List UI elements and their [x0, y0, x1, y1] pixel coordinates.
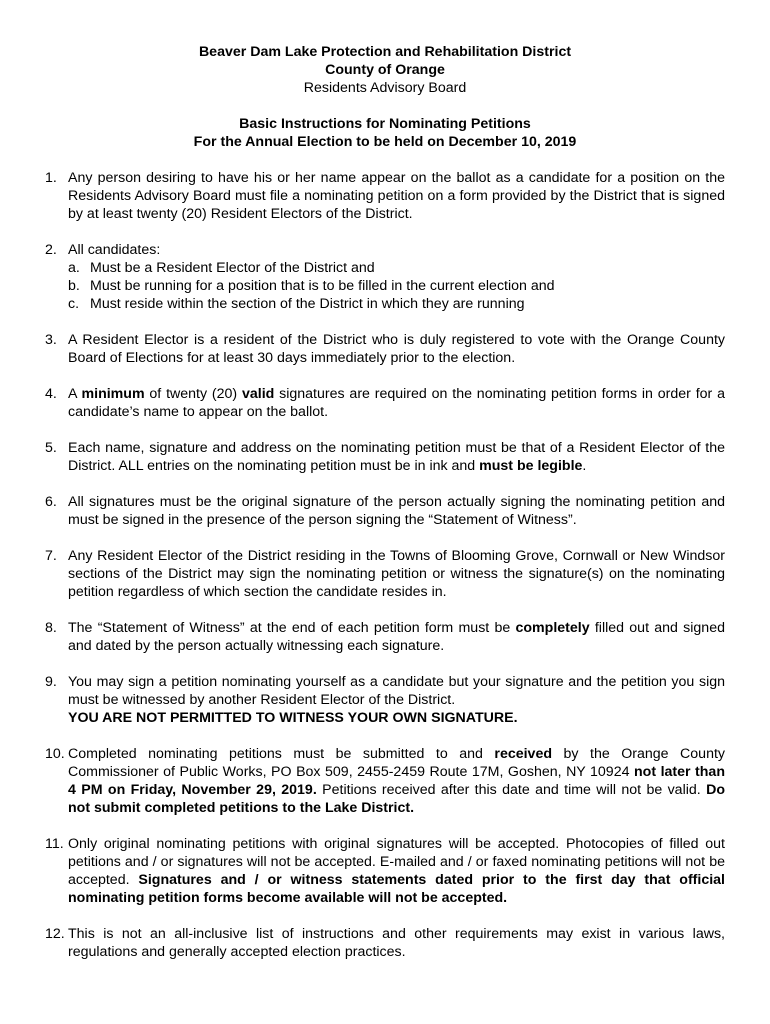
- list-item: 1. Any person desiring to have his or her name appear on the ballot as a candidate for a position on the Residents Advisory Board must file a nominating petition on a form provided by the District that is signed by at least twenty (20) Resident Electors of the District.: [45, 170, 725, 222]
- deadline-text: not later than 4 PM on Friday, November 29, 2019.: [68, 764, 725, 798]
- list-item: 8. The “Statement of Witness” at the end of each petition form must be completely filled out and signed and dated by the person actually witnessing each signature.: [45, 620, 725, 654]
- list-item: 6. All signatures must be the original signature of the person actually signing the nominating petition and must be signed in the presence of the person signing the “Statement of Witness”.: [45, 494, 725, 528]
- document-title: Basic Instructions for Nominating Petitions: [239, 116, 531, 132]
- sub-list-item: a. Must be a Resident Elector of the District and: [68, 260, 375, 276]
- list-item: 12. This is not an all-inclusive list of instructions and other requirements may exist in various laws, regulations and generally accepted election practices.: [45, 926, 725, 960]
- sub-list: [68, 259, 725, 313]
- instructions-list: [45, 169, 725, 961]
- warning-text: YOU ARE NOT PERMITTED TO WITNESS YOUR OWN SIGNATURE.: [68, 710, 518, 726]
- district-name: Beaver Dam Lake Protection and Rehabilitation District: [198, 44, 572, 60]
- list-item: 5. Each name, signature and address on the nominating petition must be that of a Resident Elector of the District. ALL entries on the nominating petition must be in ink and must be legible.: [45, 440, 725, 474]
- sub-list-item: c. Must reside within the section of the District in which they are running: [68, 296, 525, 312]
- sub-list-item: b. Must be running for a position that is to be filled in the current election and: [68, 278, 555, 294]
- list-item: 10. Completed nominating petitions must be submitted to and received by the Orange County Commissioner of Public Works, PO Box 509, 2455-2459 Route 17M, Goshen, NY 10924 not later than 4 PM on Friday, November 29, 2019. Petitions received after this date and time will not be valid. Do not submit completed petitions to the Lake District.: [45, 746, 726, 816]
- document-subtitle: For the Annual Election to be held on December 10, 2019: [193, 134, 577, 150]
- list-item: 3. A Resident Elector is a resident of the District who is duly registered to vote with the Orange County Board of Elections for at least 30 days immediately prior to the election.: [45, 332, 725, 366]
- list-item: 9. You may sign a petition nominating yourself as a candidate but your signature and the petition you sign must be witnessed by another Resident Elector of the District. YOU ARE NOT PERMITTED TO WITNESS YOUR OWN SIGNATURE.: [45, 674, 725, 726]
- list-item: 4. A minimum of twenty (20) valid signatures are required on the nominating petition forms in order for a candidate’s name to appear on the ballot.: [45, 386, 725, 420]
- list-item: 7. Any Resident Elector of the District residing in the Towns of Blooming Grove, Cornwall or New Windsor sections of the District may sign the nominating petition or witness the signature(s) on the nominating petition regardless of which section the candidate resides in.: [45, 548, 725, 600]
- list-item: 2. All candidates: a. Must be a Resident Elector of the District and b. Must be running for a position that is to be filled in the current election and c. Must reside within the section of the District in which they are running: [45, 241, 725, 313]
- list-item: 11. Only original nominating petitions with original signatures will be accepted. Photocopies of filled out petitions and / or signatures will not be accepted. E-mailed and / or faxed nominating petitions will not be accepted. Signatures and / or witness statements dated prior to the first day that official nominating petition forms become available will not be accepted.: [45, 836, 725, 906]
- board-name: Residents Advisory Board: [303, 80, 467, 96]
- county-name: County of Orange: [325, 62, 445, 78]
- document-header: [45, 43, 725, 151]
